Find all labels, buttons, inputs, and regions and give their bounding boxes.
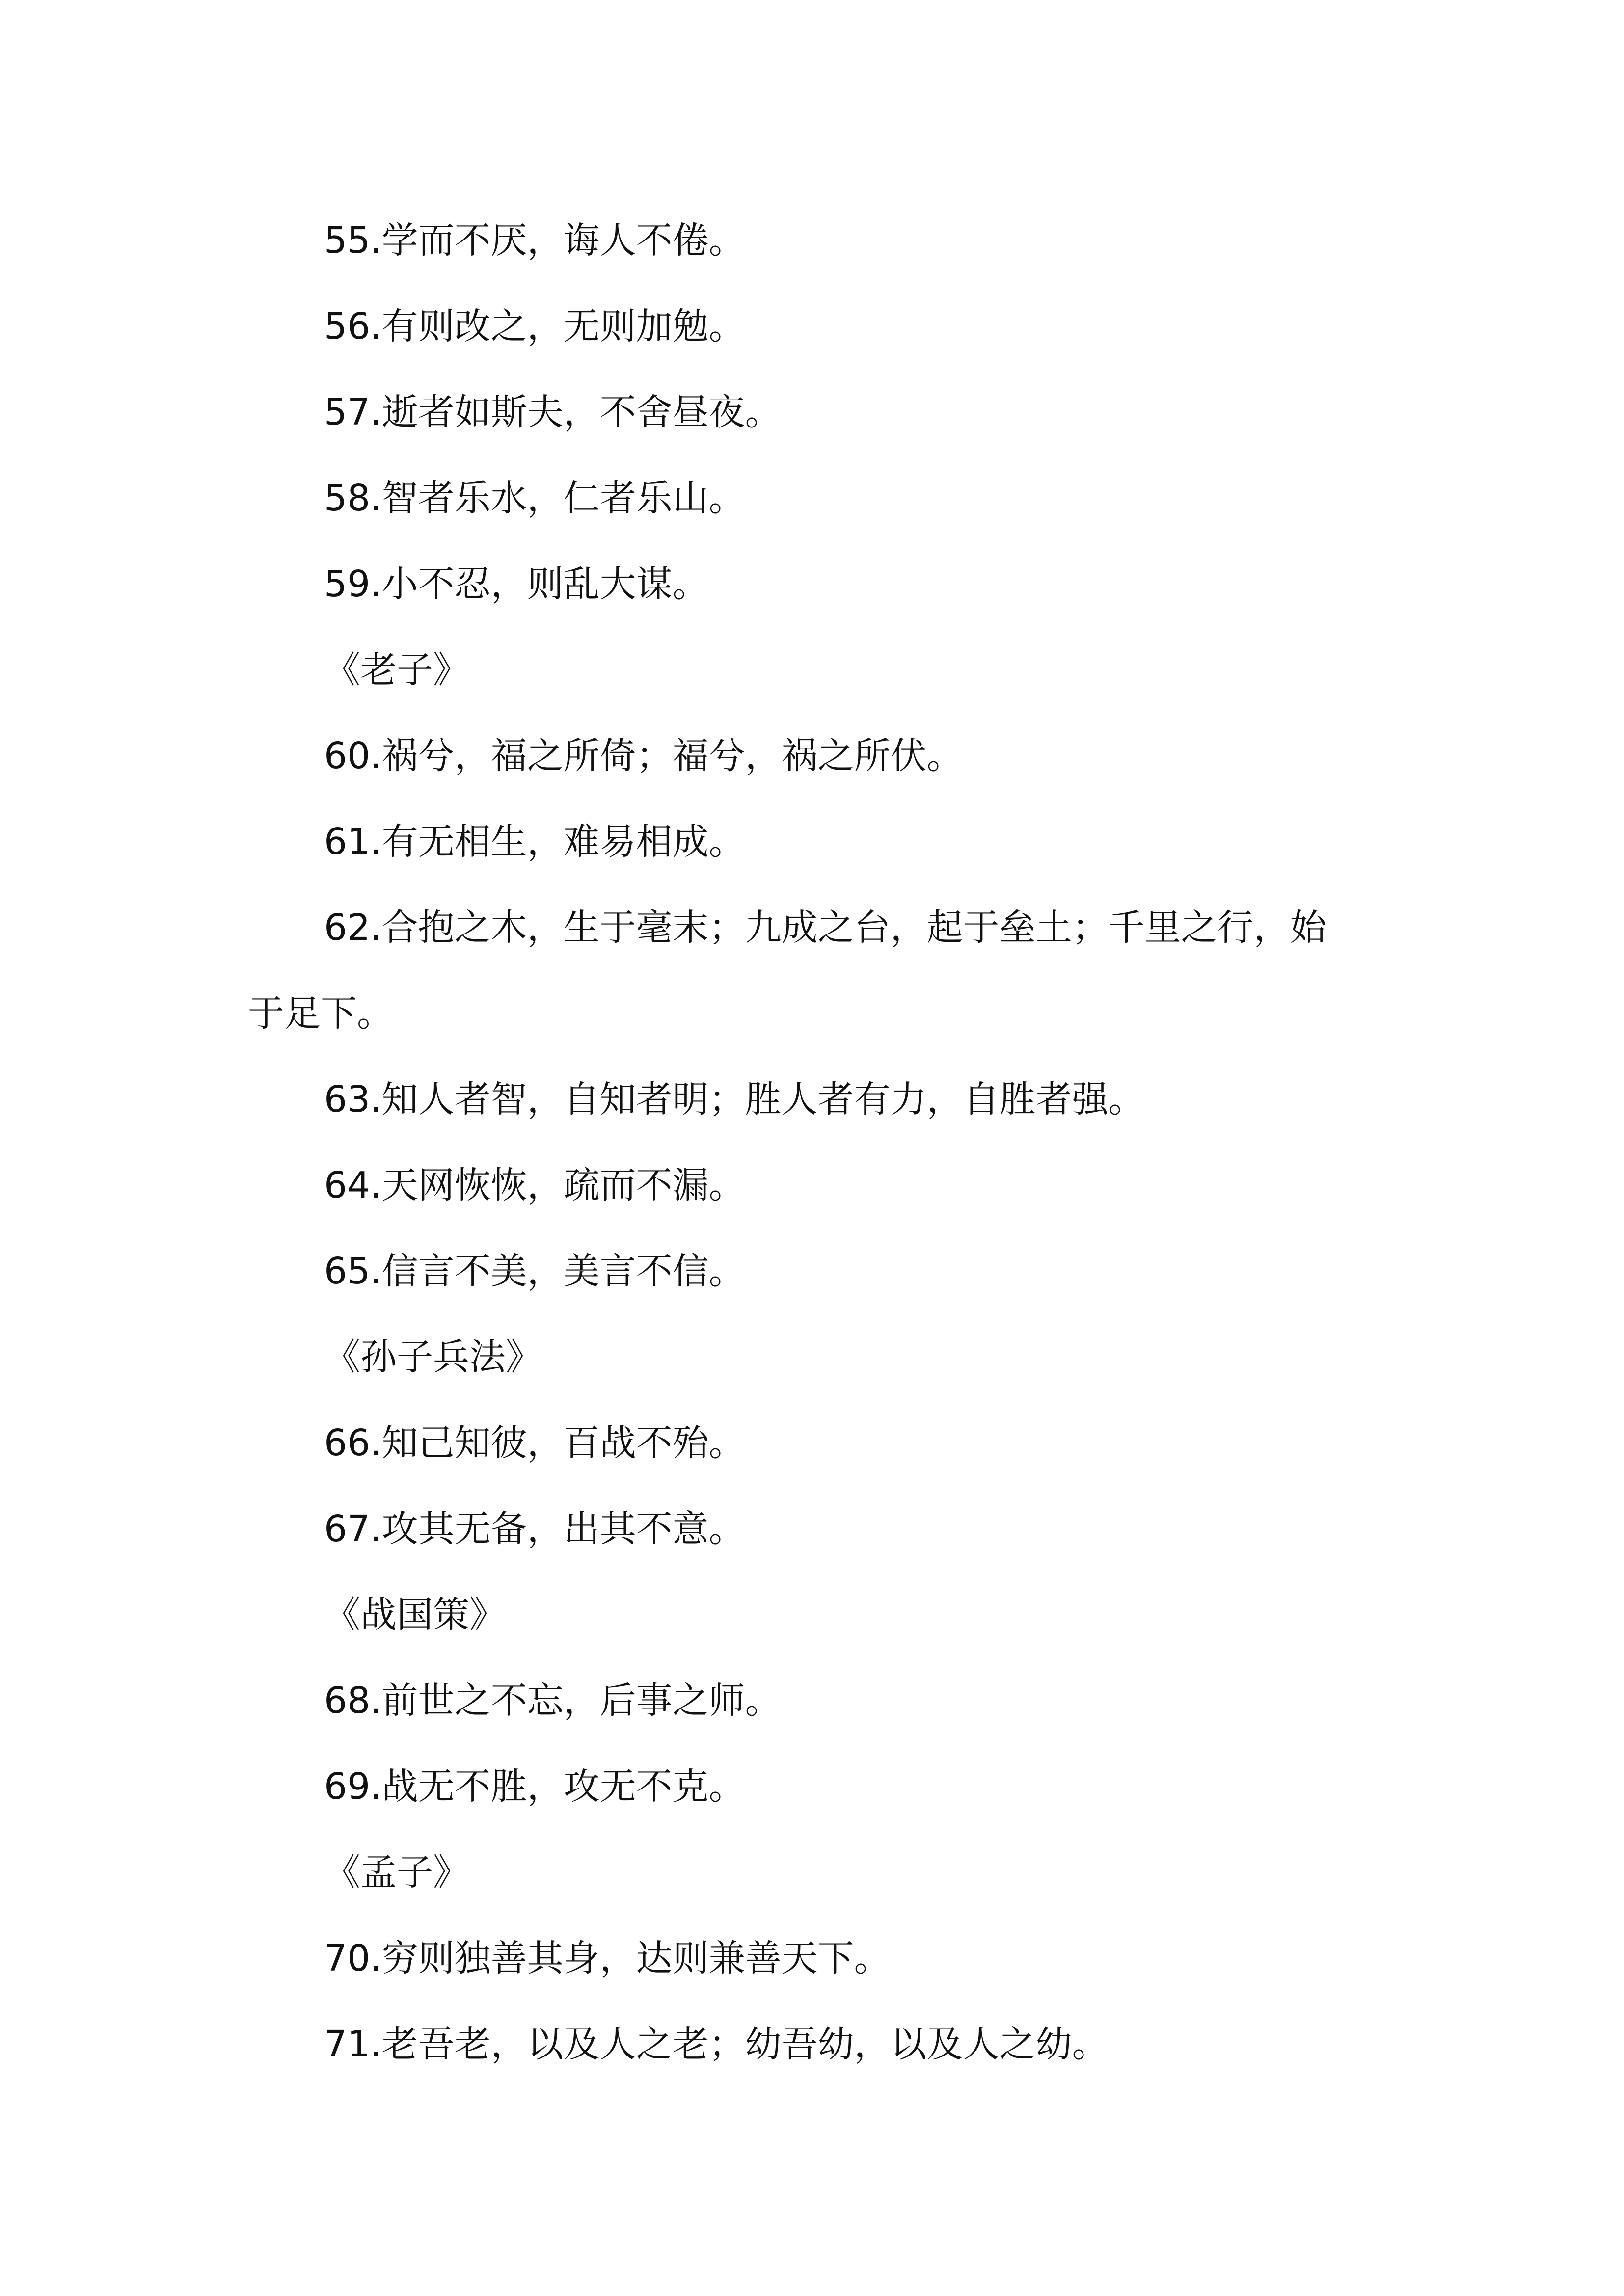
quote-67: 67.攻其无备，出其不意。 — [324, 1508, 745, 1550]
section-heading-laozi: 《老子》 — [324, 649, 469, 691]
quote-57: 57.逝者如斯夫，不舍昼夜。 — [324, 391, 782, 433]
quote-55: 55.学而不厌，诲人不倦。 — [324, 219, 745, 262]
quote-61: 61.有无相生，难易相成。 — [324, 821, 745, 863]
quote-62: 62.合抱之木，生于毫末；九成之台，起于垒土；千里之行，始 — [324, 907, 1326, 949]
quote-59: 59.小不忍，则乱大谋。 — [324, 563, 709, 605]
section-heading-zhanguoce: 《战国策》 — [324, 1594, 506, 1636]
quote-64: 64.天网恢恢，疏而不漏。 — [324, 1164, 745, 1206]
quote-66: 66.知己知彼，百战不殆。 — [324, 1422, 745, 1464]
quote-68: 68.前世之不忘，后事之师。 — [324, 1680, 782, 1722]
quote-69: 69.战无不胜，攻无不克。 — [324, 1765, 745, 1808]
quote-71: 71.老吾老，以及人之老；幼吾幼，以及人之幼。 — [324, 2023, 1109, 2065]
quote-63: 63.知人者智，自知者明；胜人者有力，自胜者强。 — [324, 1078, 1145, 1121]
quote-62-continuation: 于足下。 — [248, 992, 393, 1035]
section-heading-mengzi: 《孟子》 — [324, 1851, 469, 1894]
quote-65: 65.信言不美，美言不信。 — [324, 1250, 745, 1292]
quote-60: 60.祸兮，福之所倚；福兮，祸之所伏。 — [324, 735, 963, 777]
quote-56: 56.有则改之，无则加勉。 — [324, 305, 745, 347]
quote-70: 70.穷则独善其身，达则兼善天下。 — [324, 1937, 891, 1979]
quote-58: 58.智者乐水，仁者乐山。 — [324, 477, 745, 519]
section-heading-sunzi: 《孙子兵法》 — [324, 1336, 542, 1378]
